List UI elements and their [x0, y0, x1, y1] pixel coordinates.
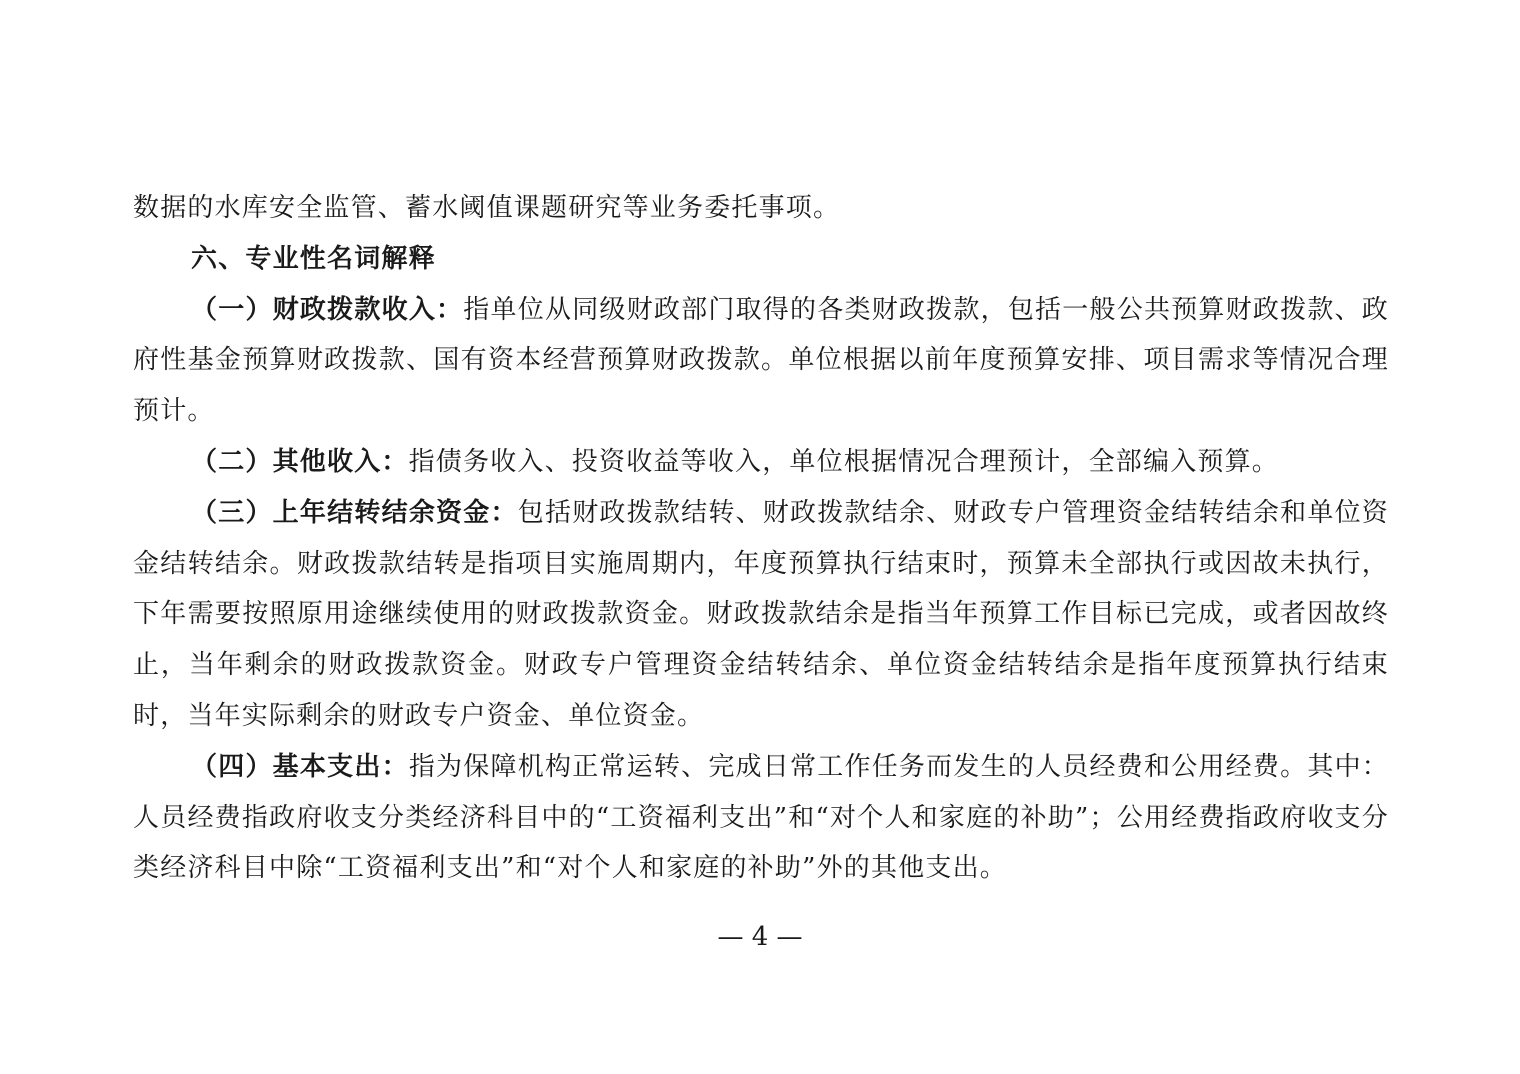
term-definition: 指单位从同级财政部门取得的各类财政拨款，包括一般公共预算财政拨款、政府性基金预算财政拨款、国有资本经营预算财政拨款。单位根据以前年度预算安排、项目需求等情况合理预计。: [133, 294, 1389, 427]
term-definition: 指为保障机构正常运转、完成日常工作任务而发生的人员经费和公用经费。其中：人员经费指政府收支分类经济科目中的“工资福利支出”和“对个人和家庭的补助”；公用经费指政府收支分类经济科目中除“工资福利支出”和“对个人和家庭的补助”外的其他支出。: [133, 751, 1389, 884]
term-definition: 包括财政拨款结转、财政拨款结余、财政专户管理资金结转结余和单位资金结转结余。财政拨款结转是指项目实施周期内，年度预算执行结束时，预算未全部执行或因故未执行，下年需要按照原用途继续使用的财政拨款资金。财政拨款结余是指当年预算工作目标已完成，或者因故终止，当年剩余的财政拨款资金。财政专户管理资金结转结余、单位资金结转结余是指年度预算执行结束时，当年实际剩余的财政专户资金、单位资金。: [133, 497, 1389, 731]
term-paragraph-2: [133, 437, 1389, 488]
term-label: （三）上年结转结余资金：: [191, 497, 518, 528]
term-paragraph-4: [133, 742, 1389, 894]
section-heading: 六、专业性名词解释: [191, 243, 436, 274]
continuation-paragraph: 数据的水库安全监管、蓄水阈值课题研究等业务委托事项。: [133, 193, 841, 223]
term-paragraph-3: [133, 488, 1389, 742]
document-body: [133, 183, 1389, 894]
term-label: （二）其他收入：: [191, 446, 409, 477]
term-label: （一）财政拨款收入：: [191, 294, 464, 325]
term-paragraph-1: [133, 285, 1389, 437]
term-definition: 指债务收入、投资收益等收入，单位根据情况合理预计，全部编入预算。: [408, 446, 1280, 477]
term-label: （四）基本支出：: [191, 751, 409, 782]
page-number: — 4 —: [717, 922, 803, 952]
